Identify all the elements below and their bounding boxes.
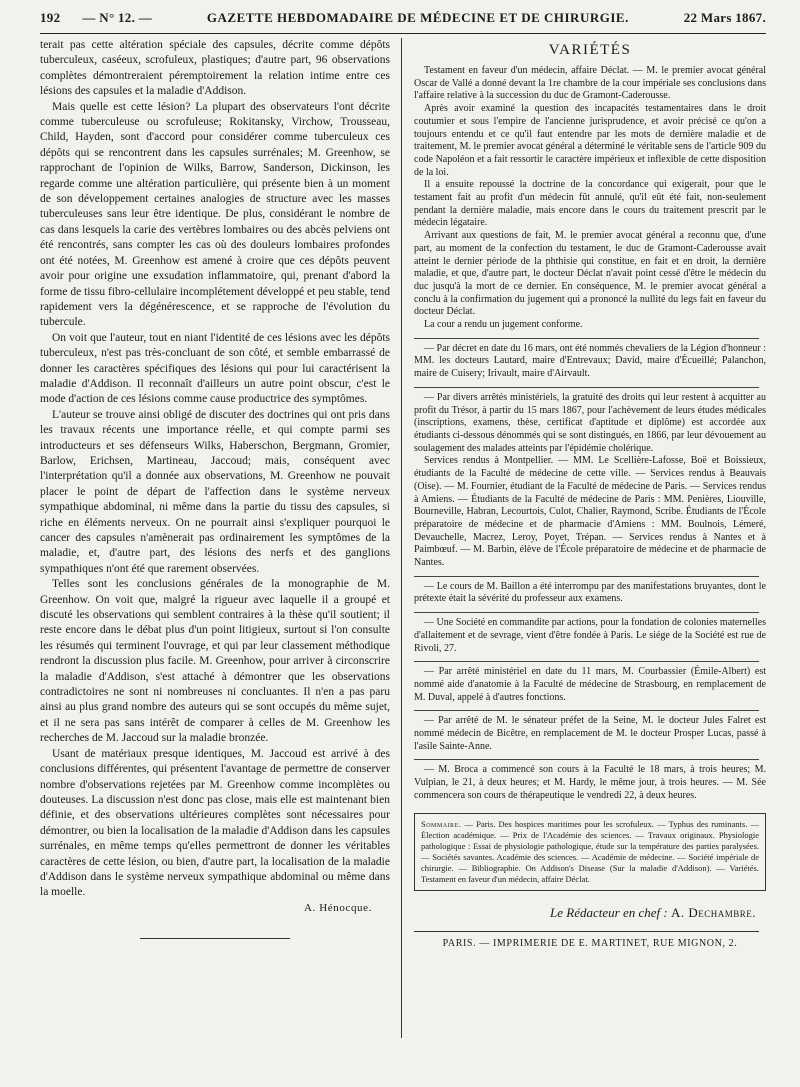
left-column bbox=[40, 38, 390, 1023]
editor-line bbox=[414, 905, 766, 921]
author-signature: A. Hénocque. bbox=[304, 901, 372, 914]
right-paragraph-3: Il a ensuite repoussé la doctrine de la concordance qui exigerait, pour que le testament fait au profit d'un médecin fût annulé, qu'il eût été fait, non-seulement pendant la dernière maladie, mais encore dans le cours du traitement prescrit par le médecin légataire. bbox=[414, 179, 766, 229]
left-paragraph-5: Telles sont les conclusions générales de la monographie de M. Greenhow. On voit que, malgré la rigueur avec laquelle il a groupé et discuté les observations qui semblent contraires à la thèse qu'il soutient; il reste encore dans le débat plus d'un point litigieux, surtout si l'on consulte les résumés qui terminent l'ouvrage, et qui par leur classement méthodique rendront la discussion plus facile. M. Greenhow, pour arriver à circonscrire la maladie d'Addison, s'est attaché à démontrer que les observations contradictoires ne sont ni nombreuses ni concluantes. Il n'en a pas paru ainsi au plus grand nombre des auteurs qui se sont occupés du même sujet, et il ne sera pas sans intérêt de comparer à celles de M. Greenhow les recherches de M. Jaccoud sur la maladie bronzée. bbox=[40, 578, 390, 745]
right-column bbox=[414, 38, 766, 1056]
page-number: 192 bbox=[40, 10, 61, 25]
right-paragraph-1: Testament en faveur d'un médecin, affaire Déclat. — M. le premier avocat général Oscar de Vallé a donné devant la 1re chambre de la cour impériale ses conclusions dans l'affaire relative à la succession du duc de Gramont-Caderousse. bbox=[414, 65, 766, 102]
right-paragraph-6: — Par décret en date du 16 mars, ont été nommés chevaliers de la Légion d'honneur : MM. les docteurs Lautard, maire d'Entrevaux; David, maire d'Écueillé; Palanchon, maire de Cuisery; Irivault, maire d'Airvault. bbox=[414, 342, 766, 380]
right-paragraph-4: Arrivant aux questions de fait, M. le premier avocat général a reconnu que, d'une part, au moment de la confection du testament, le duc de Gramont-Caderousse avait atteint le dernier période de la phthisie qui constitue, en fait et en droit, la dernière maladie, et que, d'autre part, le docteur Déclat n'avait point cessé d'être le médecin du duc jusqu'à la mort de ce dernier. En conséquence, M. le premier avocat général a conclu à la confirmation du jugement qui a prononcé la nullité du legs fait en faveur du docteur Déclat. bbox=[414, 230, 766, 318]
issue-date: 22 Mars 1867. bbox=[683, 10, 766, 25]
right-paragraph-8: Services rendus à Montpellier. — MM. Le Scellière-Lafosse, Boë et Boissieux, étudiants de la Faculté de médecine de cette ville. — Services rendus à Beauvais (Oise). — M. Fournier, étudiant de la Faculté de médecine de Paris. — Services rendus à Amiens. — Étudiants de la Faculté de médecine de Paris : MM. Penières, Liouville, Bourneville, Habran, Lecourtois, Culot, Chalier, Raymond, Scribe. Étudiants de l'École préparatoire de médecine et de pharmacie d'Amiens : MM. Boulnois, Lémeré, Devauchelle, Macrez, Leroy, Poyet, Trépan. — Services rendus à Nantes et à Paimbœuf. — M. Barbin, élève de l'École préparatoire de médecine et de pharmacie de Nantes. bbox=[414, 455, 766, 569]
left-paragraph-4: L'auteur se trouve ainsi obligé de discuter des doctrines qui ont pris dans les travaux récents une importance réelle, et qui compte parmi ses introducteurs et ses défenseurs Wilks, Haberschon, Bergmann, Gromier, Barlow, Erichsen, Martineau, Jaccoud; mais, conséquent avec l'interprétation qu'il a donnée aux observations, M. Greenhow ne pouvait placer le point de départ de l'affection dans le système nerveux sympathique abdominal, ni même dans la partie du tissu des capsules, si riche en éléments nerveux. On ne pourrait ainsi s'expliquer pourquoi le cancer des capsules n'amènerait pas ordinairement les symptômes de la maladie, et, d'autre part, des lésions des nerfs et des ganglions sympathiques n'ont été que rarement observées. bbox=[40, 408, 390, 575]
editor-name: A. Dechambre. bbox=[670, 904, 756, 920]
imprint-rule bbox=[414, 931, 759, 932]
article-end-rule bbox=[140, 938, 290, 939]
right-paragraph-7: — Par divers arrêtés ministériels, la gratuité des droits qui leur restent à acquitter au profit du Trésor, à partir du 15 mars 1867, pour l'achèvement de leurs études médicales (inscriptions, examens, thèse, certificat d'aptitude et diplôme) est accordée aux étudiants ci-dessous dénommés qui se sont distingués, en 1866, par leur dévouement au soulagement des malades atteints par l'épidémie cholérique. bbox=[414, 391, 766, 454]
right-paragraph-10: — Une Société en commandite par actions, pour la fondation de colonies maternelles d'allaitement et de sevrage, vient d'être fondée à Paris. Le siége de la Société est rue de Rivoli, 27. bbox=[414, 617, 766, 654]
item-divider bbox=[414, 387, 759, 388]
item-divider bbox=[414, 661, 759, 662]
item-divider bbox=[414, 759, 759, 760]
right-paragraph-5: La cour a rendu un jugement conforme. bbox=[424, 319, 583, 331]
summary-text: — Paris. Des hospices maritimes pour les scrofuleux. — Typhus des ruminants. — Élection académique. — Prix de l'Académie des sciences. — Travaux originaux. Physiologie pathologique : Essai de physiologie pathologique, étude sur la température des parties paralysées. — Sociétés savantes. Académie des sciences. — Académie de médecine. — Société impériale de chirurgie. — Bibliographie. On Addison's Disease (Sur la maladie d'Addison). — Variétés. Testament en faveur d'un médecin, affaire Déclat. bbox=[421, 818, 760, 884]
issue-number: — N° 12. — bbox=[82, 10, 152, 25]
item-divider bbox=[414, 710, 759, 711]
summary-box bbox=[414, 813, 766, 891]
page-header bbox=[40, 10, 766, 34]
right-paragraph-11: — Par arrêté ministériel en date du 11 mars, M. Courbassier (Émile-Albert) est nommé aide d'anatomie à la Faculté de médecine de Strasbourg, en remplacement de M. Duval, appelé à d'autres fonctions. bbox=[414, 666, 766, 703]
right-paragraph-12: — Par arrêté de M. le sénateur préfet de la Seine, M. le docteur Jules Falret est nommé médecin de Bicêtre, en remplacement de M. le docteur Prosper Lucas, passé à l'asile Sainte-Anne. bbox=[414, 715, 766, 752]
column-divider bbox=[401, 38, 402, 1038]
left-paragraph-2: Mais quelle est cette lésion? La plupart des observateurs l'ont décrite comme tuberculeuse ou scrofuleuse; Rokitansky, Virchow, Trousseau, Child, Hayden, sont d'accord pour considérer comme tuberculeux ces dépôts qui se rencontrent dans les capsules surrénales; M. Greenhow, se rapprochant de l'opinion de Wilks, Barrow, Sanderson, Dickinson, les regarde comme une altération particulière, qui présente bien à un moment de son développement certaines analogies de structure avec les masses tuberculeuses sans leur être identique. De plus, considérant le nombre de cas dans lesquels la carie des vertèbres lombaires ou des abcès pelviens ont été rencontrés, sans compter les cas où des douleurs lombaires profondes ont été notées, M. Greenhow est amené à croire que ces dépôts peuvent avoir pour origine une exsudation inflammatoire, qui, prenant d'abord la forme de tissu fibro-cellulaire incomplétement développé et peu stable, tend rapidement vers la dégénérescence, et se rapproche de l'évolution du tubercule. bbox=[40, 100, 390, 329]
right-paragraph-9: — Le cours de M. Baillon a été interrompu par des manifestations bruyantes, dont le prétexte était la sévérité du professeur aux examens. bbox=[414, 580, 766, 605]
item-divider bbox=[414, 576, 759, 577]
summary-label: Sommaire. bbox=[421, 818, 462, 829]
item-divider bbox=[414, 338, 759, 339]
printer-imprint: PARIS. — IMPRIMERIE DE E. MARTINET, RUE MIGNON, 2. bbox=[442, 937, 738, 949]
right-paragraph-13: — M. Broca a commencé son cours à la Faculté le 18 mars, à trois heures; M. Vulpian, le 21, à deux heures; et M. Hardy, le même jour, à trois heures. — M. Sée commencera son cours de thérapeutique le vendredi 22, à deux heures. bbox=[414, 764, 766, 801]
journal-title: GAZETTE HEBDOMADAIRE DE MÉDECINE ET DE CHIRURGIE. bbox=[206, 10, 629, 25]
item-divider bbox=[414, 612, 759, 613]
editor-label: Le Rédacteur en chef : bbox=[550, 904, 668, 920]
left-paragraph-6: Usant de matériaux presque identiques, M. Jaccoud est arrivé à des conclusions différentes, qui présentent l'avantage de permettre de conserver nombre d'observations rejetées par M. Greenhow comme incomplètes ou douteuses. La discussion n'est donc pas close, mais elle est maintenant bien définie, et des observations ultérieures complètes sont nécessaires pour démontrer, ou bien la localisation de la maladie d'Addison dans les capsules surrénales, en même temps qu'elles permettront de donner les véritables caractères de cette lésion, ou bien, d'autre part, la localisation de la maladie d'Addison dans le système nerveux sympathique abdominal ou même dans la moelle. bbox=[40, 747, 390, 899]
section-title: VARIÉTÉS bbox=[548, 42, 632, 58]
right-paragraph-2: Après avoir examiné la question des incapacités testamentaires dans le droit coutumier et sous l'empire de l'ancienne jurisprudence, et avoir précisé ce qu'on a toujours entendu et ce qu'il faut entendre par les mots de dernière maladie et de traitement, M. le premier avocat général a déterminé le véritable sens de l'article 909 du code Napoléon et a fait ressortir le caractère impérieux et inflexible de cette disposition de la loi. bbox=[414, 103, 766, 178]
left-paragraph-1: terait pas cette altération spéciale des capsules, décrite comme dépôts tuberculeux, caséeux, scrofuleux, plastiques; d'autre part, 96 observations complètes démontreraient péremptoirement la relation intime entre ces lésions des capsules et la maladie d'Addison. bbox=[40, 39, 390, 98]
left-paragraph-3: On voit que l'auteur, tout en niant l'identité de ces lésions avec les dépôts tuberculeux, n'est pas très-concluant de son côté, et semble embarrassé de donner les caractères spécifiques des lésions qui pour lui caractérisent la maladie d'Addison. Il reconnaît d'ailleurs un autre point obscur, c'est le mode d'action de ces lésions comme cause productrice des symptômes. bbox=[40, 331, 390, 406]
